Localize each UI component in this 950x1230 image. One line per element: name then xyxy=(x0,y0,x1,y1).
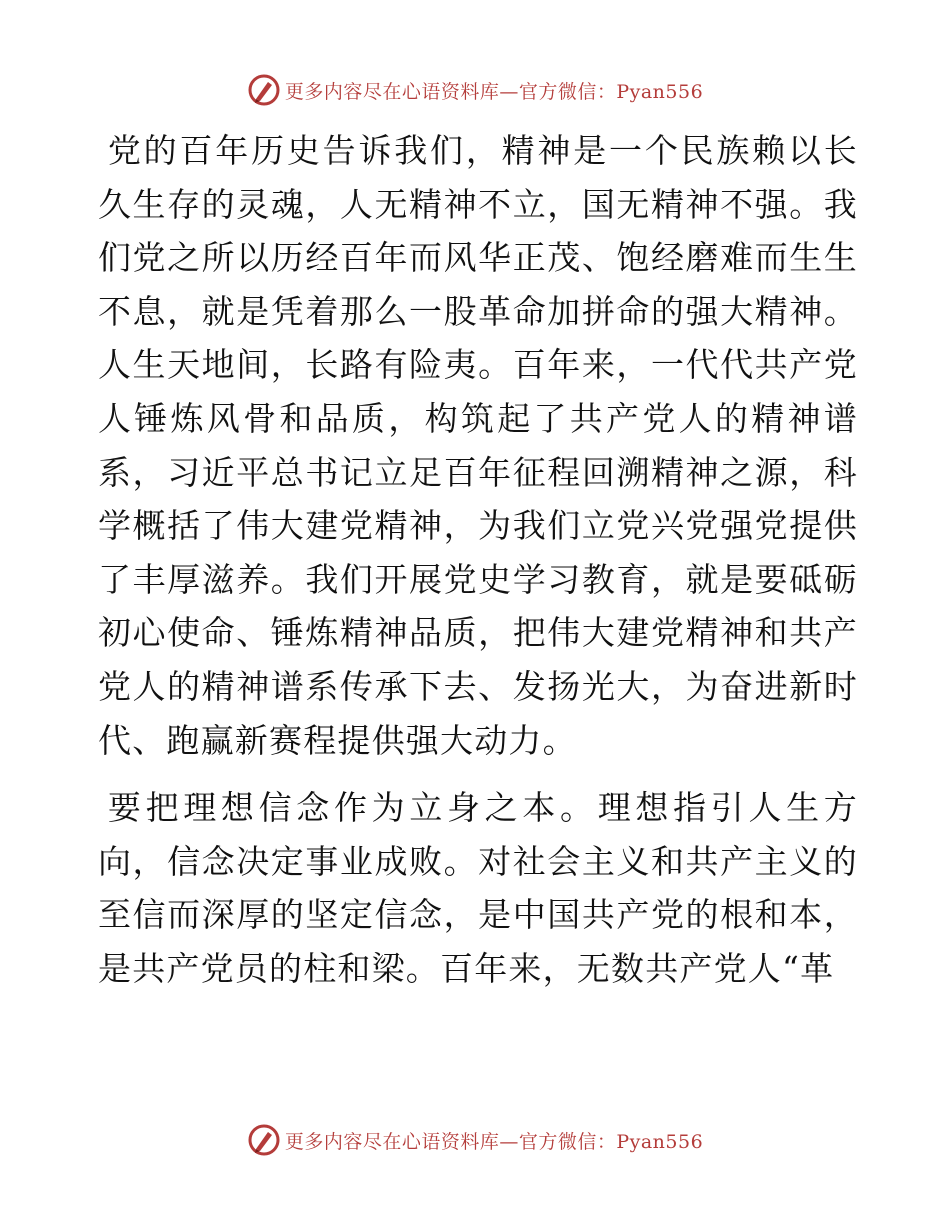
header-banner-inner xyxy=(247,73,703,107)
footer-banner xyxy=(0,1120,950,1160)
pen-in-circle-icon xyxy=(247,1123,281,1157)
footer-banner-inner xyxy=(247,1123,703,1157)
paragraph-1: 党的百年历史告诉我们，精神是一个民族赖以长久生存的灵魂，人无精神不立，国无精神不强。我们党之所以历经百年而风华正茂、饱经磨难而生生不息，就是凭着那么一股革命加拼命的强大精神。人生天地间，长路有险夷。百年来，一代代共产党人锤炼风骨和品质，构筑起了共产党人的精神谱系，习近平总书记立足百年征程回溯精神之源，科学概括了伟大建党精神，为我们立党兴党强党提供了丰厚滋养。我们开展党史学习教育，就是要砥砺初心使命、锤炼精神品质，把伟大建党精神和共产党人的精神谱系传承下去、发扬光大，为奋进新时代、跑赢新赛程提供强大动力。 xyxy=(98,131,858,760)
header-banner-text: 更多内容尽在心语资料库—官方微信：Pyan556 xyxy=(284,80,704,103)
footer-banner-text: 更多内容尽在心语资料库—官方微信：Pyan556 xyxy=(284,1130,704,1153)
document-body xyxy=(98,124,858,996)
pen-in-circle-icon xyxy=(247,73,281,107)
header-banner xyxy=(0,70,950,110)
paragraph-2: 要把理想信念作为立身之本。理想指引人生方向，信念决定事业成败。对社会主义和共产主义的至信而深厚的坚定信念，是中国共产党的根和本，是共产党员的柱和梁。百年来，无数共产党人“革 xyxy=(98,788,858,988)
